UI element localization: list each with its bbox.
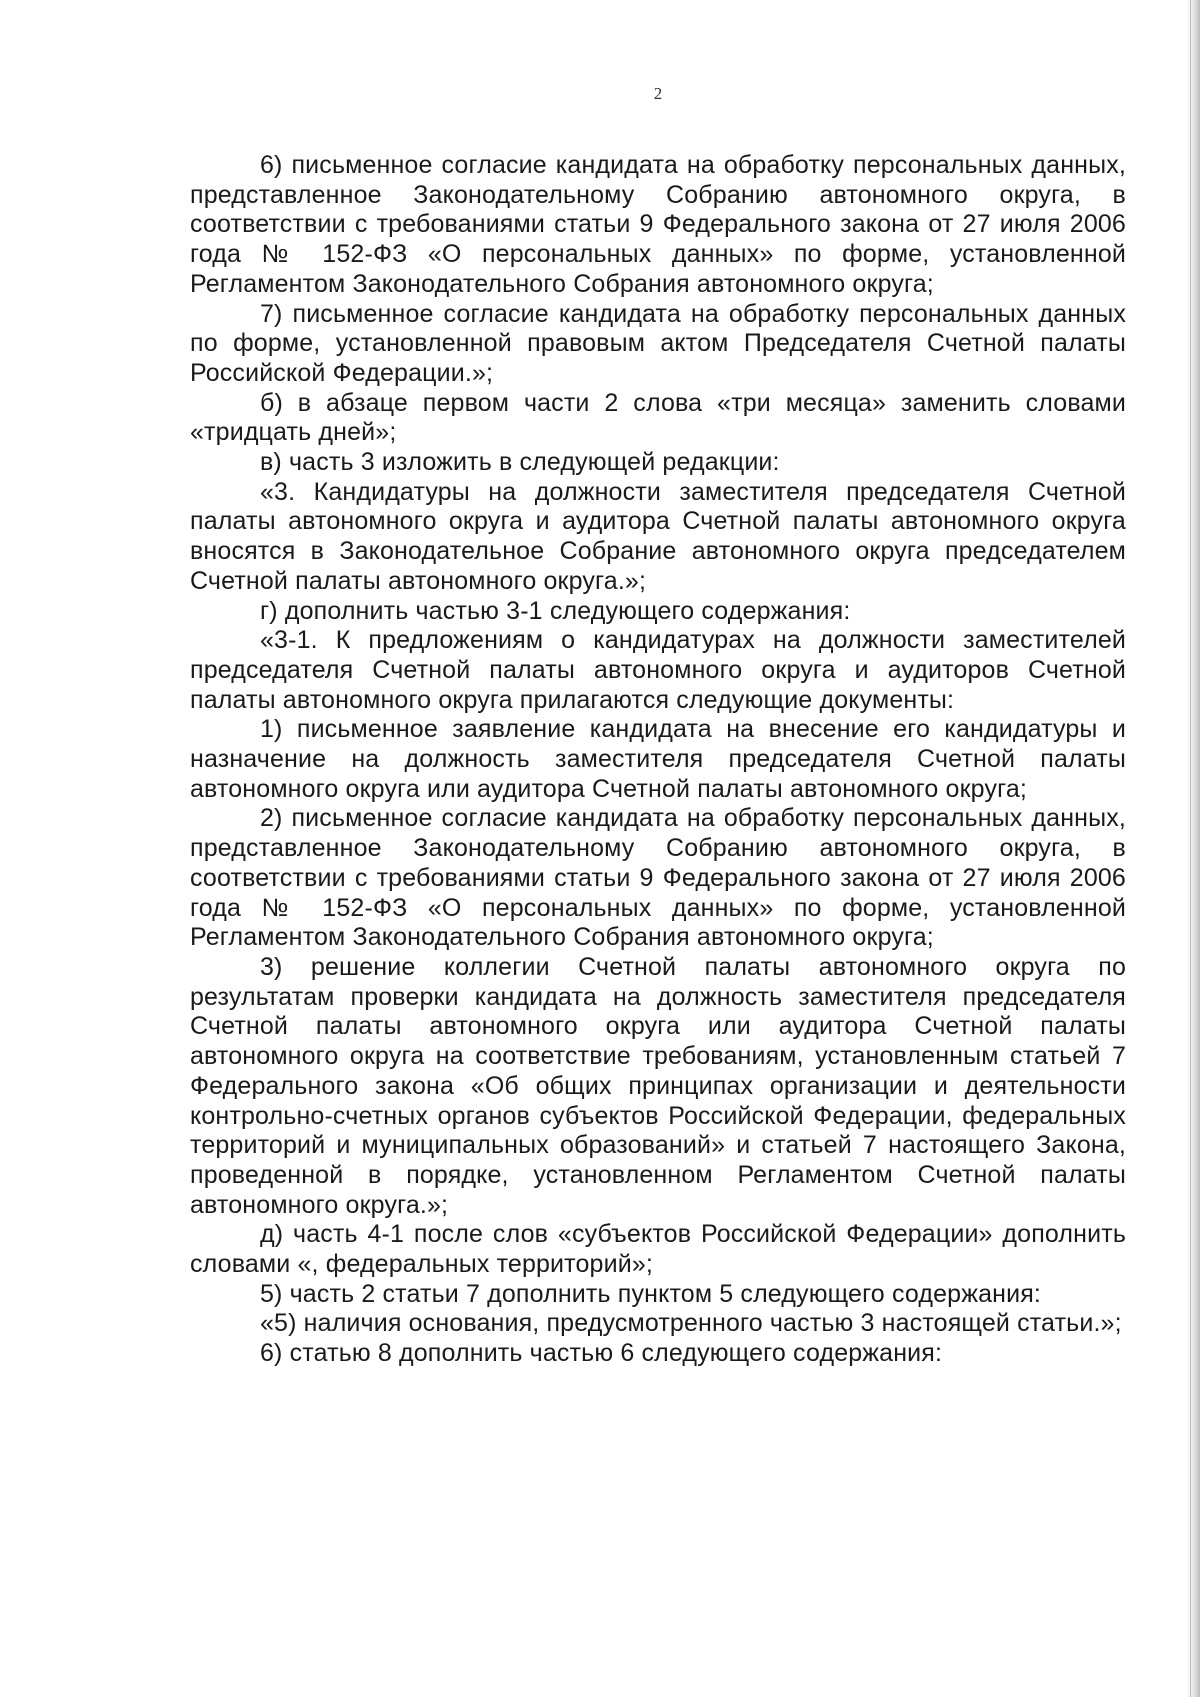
paragraph-point-6: 6) статью 8 дополнить частью 6 следующего содержания: bbox=[260, 1339, 943, 1368]
paragraph-item-7: 7) письменное согласие кандидата на обработку персональных данных по форме, установленной правовым актом Председателя Счетной палаты Российской Федерации.»; bbox=[190, 299, 1126, 387]
paragraph-point-5: 5) часть 2 статьи 7 дополнить пунктом 5 следующего содержания: bbox=[260, 1279, 1042, 1308]
paragraph-subpoint-b: б) в абзаце первом части 2 слова «три месяца» заменить словами «тридцать дней»; bbox=[190, 388, 1126, 447]
paragraph-item-3: 3) решение коллегии Счетной палаты автономного округа по результатам проверки кандидата на должность заместителя председателя Счетной палаты автономного округа или аудитора Счетной палаты автономного округа на соответствие требованиям, установленным статьей 7 Федерального закона «Об общих принципах организации и деятельности контрольно-счетных органов субъектов Российской Федерации, федеральных территорий и муниципальных образований» и статьей 7 настоящего Закона, проведенной в порядке, установленном Регламентом Счетной палаты автономного округа.»; bbox=[190, 952, 1126, 1219]
page-edge-shadow bbox=[1186, 0, 1200, 1697]
paragraph-subpoint-v: в) часть 3 изложить в следующей редакции: bbox=[260, 448, 780, 477]
paragraph-item-6: 6) письменное согласие кандидата на обработку персональных данных, представленное Законодательному Собранию автономного округа, в соответствии с требованиями статьи 9 Федерального закона от 27 июля 2006 года № 152-ФЗ «О персональных данных» по форме, установленной Регламентом Законодательного Собрания автономного округа; bbox=[190, 151, 1126, 298]
document-body bbox=[190, 151, 1126, 1369]
paragraph-point-5-text: «5) наличия основания, предусмотренного частью 3 настоящей статьи.»; bbox=[260, 1309, 1122, 1338]
paragraph-part-3-text: «3. Кандидатуры на должности заместителя председателя Счетной палаты автономного округа и аудитора Счетной палаты автономного округа вносятся в Законодательное Собрание автономного округа председателем Счетной палаты автономного округа.»; bbox=[190, 477, 1126, 595]
paragraph-part-3-1-text: «3-1. К предложениям о кандидатурах на должности заместителей председателя Счетной палаты автономного округа и аудиторов Счетной палаты автономного округа прилагаются следующие документы: bbox=[190, 626, 1126, 714]
page-number: 2 bbox=[653, 84, 663, 103]
paragraph-item-1: 1) письменное заявление кандидата на внесение его кандидатуры и назначение на должность заместителя председателя Счетной палаты автономного округа или аудитора Счетной палаты автономного округа; bbox=[190, 715, 1126, 803]
paragraph-item-2: 2) письменное согласие кандидата на обработку персональных данных, представленное Законодательному Собранию автономного округа, в соответствии с требованиями статьи 9 Федерального закона от 27 июля 2006 года № 152-ФЗ «О персональных данных» по форме, установленной Регламентом Законодательного Собрания автономного округа; bbox=[190, 804, 1126, 952]
page-edge-line bbox=[1190, 0, 1191, 1697]
paragraph-subpoint-g: г) дополнить частью 3-1 следующего содержания: bbox=[260, 596, 851, 625]
paragraph-subpoint-d: д) часть 4-1 после слов «субъектов Российской Федерации» дополнить словами «, федеральных территорий»; bbox=[190, 1220, 1126, 1279]
